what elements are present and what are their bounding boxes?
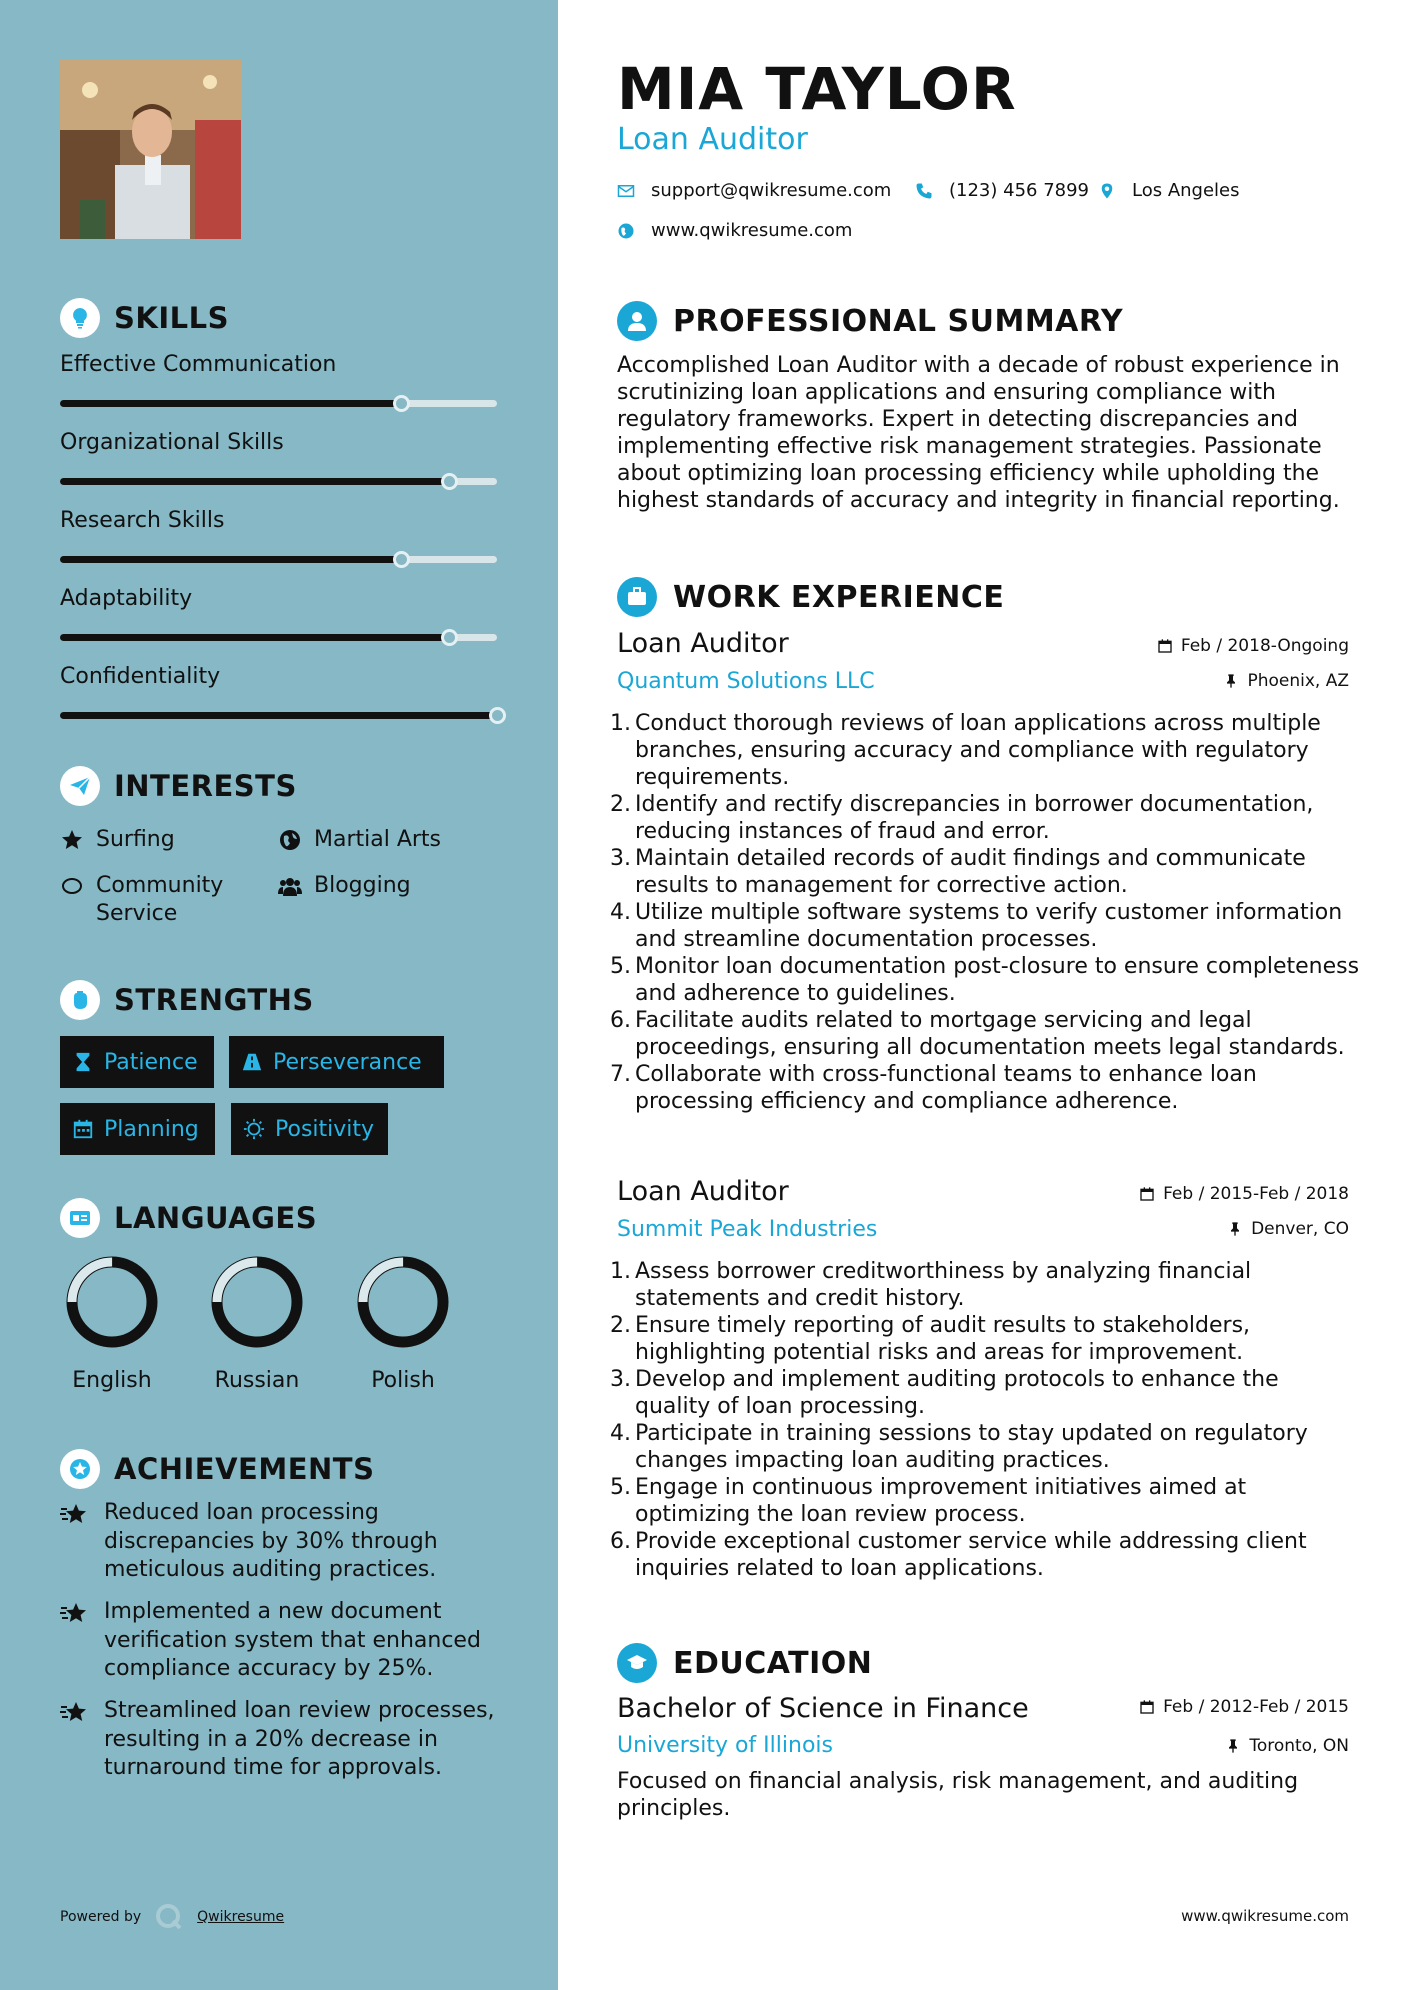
pin-icon [1223, 673, 1239, 689]
bullet-item: 1. Assess borrower creditworthiness by analyzing financial statements and credit history. [610, 1258, 1360, 1312]
pin-icon [1225, 1738, 1241, 1754]
strength-label: Perseverance [273, 1049, 422, 1075]
interests-title: INTERESTS [114, 769, 297, 803]
pin-icon [1227, 1221, 1243, 1237]
bullet-text: Facilitate audits related to mortgage servicing and legal proceedings, ensuring all documentation meets legal standards. [635, 1008, 1345, 1060]
bullet-item: 3. Maintain detailed records of audit findings and communicate results to management for corrective action. [610, 845, 1360, 899]
interest-item [278, 872, 411, 900]
experience-heading [617, 576, 1004, 618]
school-name: University of Illinois [617, 1733, 833, 1758]
achievement-item [60, 1598, 500, 1684]
language-item [348, 1254, 458, 1393]
achievement-text: Implemented a new document verification system that enhanced compliance accuracy by 25%. [104, 1599, 481, 1681]
globe-icon [617, 222, 635, 240]
bullet-item: 2. Identify and rectify discrepancies in borrower documentation, reducing instances of fraud and error. [610, 791, 1360, 845]
strength-badge [231, 1103, 388, 1155]
skill-bar-knob [441, 629, 458, 646]
interest-item [60, 872, 260, 928]
education-location-text: Toronto, ON [1249, 1736, 1349, 1756]
bullet-item: 6. Provide exceptional customer service while addressing client inquiries related to loan applications. [610, 1528, 1360, 1582]
skill-bar [60, 478, 497, 485]
language-label: English [72, 1368, 152, 1393]
strengths-heading [60, 979, 314, 1021]
language-label: Russian [214, 1368, 300, 1393]
skill-bar [60, 556, 497, 563]
briefcase-icon [617, 577, 657, 617]
job-company: Quantum Solutions LLC [617, 669, 875, 694]
bullet-text: Assess borrower creditworthiness by analyzing financial statements and credit history. [635, 1259, 1252, 1311]
skill-label: Organizational Skills [60, 430, 284, 455]
strength-label: Positivity [275, 1116, 375, 1142]
bullet-item: 3. Develop and implement auditing protocols to enhance the quality of loan processing. [610, 1366, 1360, 1420]
shooting-star-icon [60, 1600, 90, 1628]
powered-by-label: Powered by [60, 1909, 142, 1925]
education-dates [1139, 1697, 1349, 1717]
candidate-name: MIA TAYLOR [617, 55, 1017, 123]
paper-plane-icon [60, 766, 100, 806]
education-location [1225, 1736, 1349, 1756]
languages-heading [60, 1197, 317, 1239]
qwikresume-logo-icon [155, 1903, 183, 1931]
bullet-item: 4. Participate in training sessions to stay updated on regulatory changes impacting loan auditing practices. [610, 1420, 1360, 1474]
skill-bar [60, 712, 497, 719]
contact-email[interactable] [617, 180, 891, 201]
star-icon [60, 828, 84, 852]
bullet-item: 5. Monitor loan documentation post-closure to ensure completeness and adherence to guidelines. [610, 954, 1360, 1006]
bullet-item: 7. Collaborate with cross-functional teams to enhance loan processing efficiency and compliance adherence. [610, 1061, 1360, 1115]
user-icon [617, 301, 657, 341]
bullet-text: Ensure timely reporting of audit results to stakeholders, highlighting potential risks and areas for improvement. [635, 1313, 1251, 1365]
skill-bar-fill [60, 634, 449, 641]
language-ring [355, 1254, 451, 1350]
fist-icon [60, 980, 100, 1020]
shooting-star-icon [60, 1699, 90, 1727]
job-location-text: Phoenix, AZ [1247, 671, 1349, 691]
graduate-icon [617, 1643, 657, 1683]
strengths-title: STRENGTHS [114, 983, 314, 1017]
bullet-item: 2. Ensure timely reporting of audit results to stakeholders, highlighting potential risks and areas for improvement. [610, 1312, 1360, 1366]
skill-bar-fill [60, 556, 401, 563]
profile-photo-image [60, 60, 241, 239]
users-icon [278, 874, 302, 898]
skill-item [60, 584, 500, 614]
interests-heading [60, 765, 297, 807]
job-dates-text: Feb / 2015-Feb / 2018 [1163, 1184, 1349, 1204]
achievements-heading [60, 1448, 374, 1490]
summary-heading [617, 300, 1123, 342]
bullet-text: Engage in continuous improvement initiatives aimed at optimizing the loan review process. [635, 1475, 1247, 1527]
achievement-text: Streamlined loan review processes, resulting in a 20% decrease in turnaround time for approvals. [104, 1698, 495, 1780]
skill-label: Effective Communication [60, 352, 337, 377]
skill-item [60, 350, 500, 380]
strength-badge [60, 1036, 214, 1088]
skills-heading [60, 297, 229, 339]
language-ring [209, 1254, 305, 1350]
job-title: Loan Auditor [617, 628, 789, 659]
shooting-star-icon [60, 1501, 90, 1529]
skill-bar-knob [441, 473, 458, 490]
degree-title: Bachelor of Science in Finance [617, 1693, 1029, 1724]
website-text: www.qwikresume.com [651, 220, 853, 241]
strength-label: Planning [104, 1116, 199, 1142]
skill-label: Confidentiality [60, 664, 221, 689]
skill-bar-knob [393, 551, 410, 568]
achievements-title: ACHIEVEMENTS [114, 1452, 375, 1486]
strength-badge [229, 1036, 444, 1088]
achievement-text: Reduced loan processing discrepancies by 30% through meticulous auditing practices. [104, 1500, 438, 1582]
bullet-text: Develop and implement auditing protocols to enhance the quality of loan processing. [635, 1367, 1279, 1419]
contact-website[interactable] [617, 220, 852, 241]
bullet-item: 5. Engage in continuous improvement initiatives aimed at optimizing the loan review process. [610, 1474, 1360, 1528]
skill-bar [60, 400, 497, 407]
skill-item [60, 506, 500, 536]
bullet-text: Provide exceptional customer service while addressing client inquiries related to loan applications. [635, 1529, 1307, 1581]
bullet-item: 6. Facilitate audits related to mortgage servicing and legal proceedings, ensuring all documentation meets legal standards. [610, 1007, 1360, 1061]
calendar-icon [1139, 1186, 1155, 1202]
sidebar [0, 0, 558, 1990]
lightbulb-icon [60, 298, 100, 338]
job-bullets [610, 1258, 1360, 1582]
lemon-icon [60, 874, 84, 898]
skill-bar-fill [60, 478, 449, 485]
skill-bar-knob [393, 395, 410, 412]
language-ring [64, 1254, 160, 1350]
job-dates [1139, 1184, 1349, 1204]
globe-icon [278, 828, 302, 852]
achievement-item [60, 1499, 500, 1585]
education-heading [617, 1642, 872, 1684]
skill-item [60, 428, 500, 458]
interest-item [278, 826, 441, 854]
skill-label: Adaptability [60, 586, 193, 611]
email-text: support@qwikresume.com [651, 180, 892, 201]
job-location [1223, 671, 1349, 691]
envelope-icon [617, 182, 635, 200]
job-title: Loan Auditor [617, 1176, 789, 1207]
job-bullets [610, 710, 1360, 1115]
interest-item [60, 826, 175, 854]
sun-icon [243, 1118, 265, 1140]
profile-photo [60, 60, 241, 239]
bullet-text: Collaborate with cross-functional teams to enhance loan processing efficiency and compliance adherence. [635, 1062, 1257, 1114]
bullet-text: Maintain detailed records of audit findings and communicate results to management for corrective action. [635, 846, 1306, 898]
summary-title: PROFESSIONAL SUMMARY [673, 303, 1124, 339]
star-badge-icon [60, 1449, 100, 1489]
candidate-role: Loan Auditor [617, 122, 808, 157]
job-dates-text: Feb / 2018-Ongoing [1180, 636, 1349, 656]
location-text: Los Angeles [1132, 180, 1240, 201]
calendar-icon [72, 1118, 94, 1140]
skill-bar-fill [60, 712, 497, 719]
skill-bar-fill [60, 400, 401, 407]
contact-location [1098, 180, 1240, 201]
bullet-text: Participate in training sessions to stay updated on regulatory changes impacting loan auditing practices. [635, 1421, 1308, 1473]
interest-label: Martial Arts [314, 827, 442, 852]
bullet-item: 1. Conduct thorough reviews of loan applications across multiple branches, ensuring accuracy and compliance with regulatory requirements. [610, 710, 1360, 791]
skill-bar [60, 634, 497, 641]
language-label: Polish [371, 1368, 435, 1393]
bullet-text: Conduct thorough reviews of loan applications across multiple branches, ensuring accuracy and compliance with regulatory requirements. [635, 711, 1321, 790]
job-location [1227, 1219, 1349, 1239]
skill-label: Research Skills [60, 508, 225, 533]
skill-item [60, 662, 500, 692]
interest-label: Surfing [96, 827, 175, 852]
bullet-item: 4. Utilize multiple software systems to verify customer information and streamline documentation processes. [610, 899, 1360, 953]
phone-text: (123) 456 7899 [949, 180, 1090, 201]
languages-title: LANGUAGES [114, 1201, 318, 1235]
phone-icon [915, 182, 933, 200]
education-title: EDUCATION [673, 1645, 873, 1681]
job-dates [1157, 636, 1349, 656]
language-item [202, 1254, 312, 1393]
powered-by [60, 1903, 284, 1931]
calendar-icon [1157, 638, 1173, 654]
experience-title: WORK EXPERIENCE [673, 579, 1005, 615]
strength-badge [60, 1103, 215, 1155]
id-card-icon [60, 1198, 100, 1238]
interest-label: Community Service [96, 873, 224, 926]
bullet-text: Monitor loan documentation post-closure to ensure completeness and adherence to guidelines. [635, 954, 1360, 1006]
skill-bar-knob [489, 707, 506, 724]
job-company: Summit Peak Industries [617, 1217, 878, 1242]
education-description: Focused on financial analysis, risk management, and auditing principles. [617, 1769, 1299, 1821]
calendar-icon [1139, 1699, 1155, 1715]
bullet-text: Identify and rectify discrepancies in borrower documentation, reducing instances of fraud and error. [635, 792, 1314, 844]
achievement-item [60, 1697, 500, 1783]
footer-website[interactable]: www.qwikresume.com [1181, 1907, 1349, 1925]
summary-text: Accomplished Loan Auditor with a decade of robust experience in scrutinizing loan applications and ensuring compliance with regulatory frameworks. Expert in detecting discrepancies and implementing effective risk management strategies. Passionate about optimizing loan processing efficiency while upholding the highest standards of accuracy and integrity in financial reporting. [617, 353, 1340, 513]
qwikresume-link[interactable]: Qwikresume [197, 1909, 285, 1925]
strength-label: Patience [104, 1049, 198, 1075]
interest-label: Blogging [314, 873, 411, 898]
hourglass-icon [72, 1051, 94, 1073]
language-item [57, 1254, 167, 1393]
road-icon [241, 1051, 263, 1073]
map-marker-icon [1098, 182, 1116, 200]
job-location-text: Denver, CO [1251, 1219, 1349, 1239]
contact-phone[interactable] [915, 180, 1089, 201]
bullet-text: Utilize multiple software systems to verify customer information and streamline documentation processes. [635, 900, 1343, 952]
education-dates-text: Feb / 2012-Feb / 2015 [1163, 1697, 1349, 1717]
skills-title: SKILLS [114, 301, 229, 335]
